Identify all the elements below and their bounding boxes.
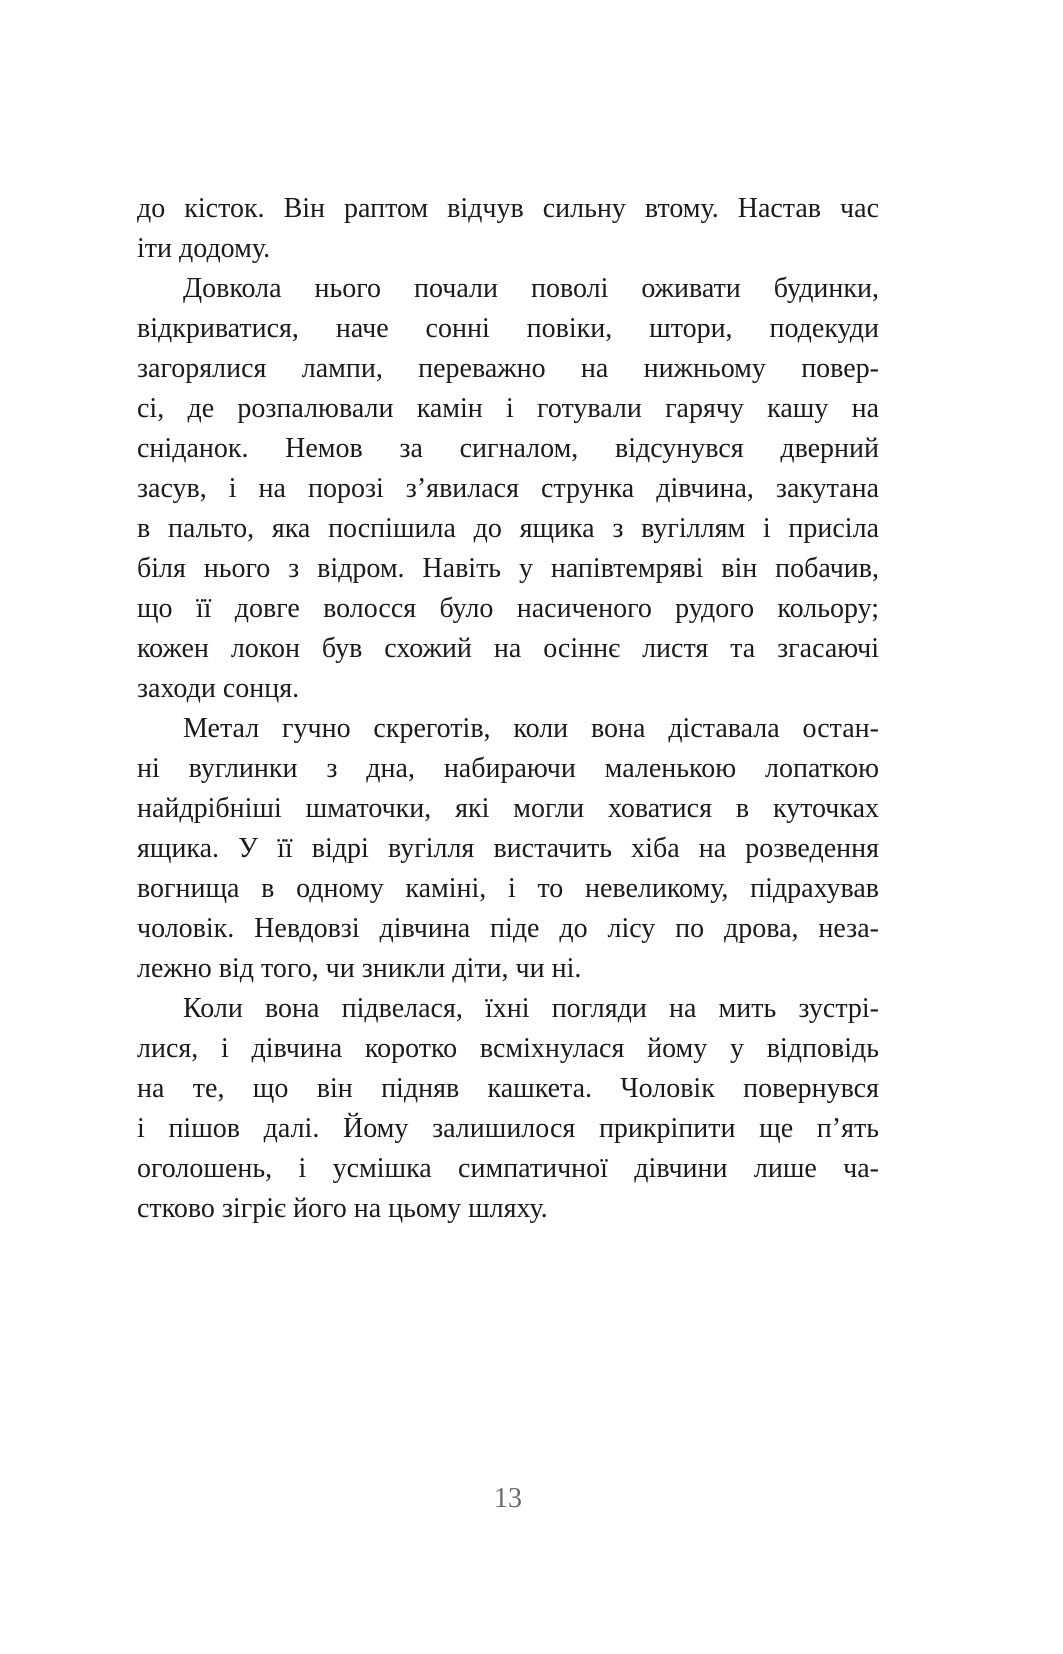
text-line: сі, де розпалювали камін і готували гарячу кашу на xyxy=(137,393,879,424)
text-line: біля нього з відром. Навіть у напівтемряві він побачив, xyxy=(137,553,879,584)
text-line: вогнища в одному каміні, і то невеликому, підрахував xyxy=(137,873,879,904)
paragraph-4 xyxy=(137,989,879,1229)
text-line: на те, що він підняв кашкета. Чоловік повернувся xyxy=(137,1073,879,1104)
paragraph-2 xyxy=(137,269,879,709)
text-line: заходи сонця. xyxy=(137,673,300,704)
text-line: ящика. У її відрі вугілля вистачить хіба на розведення xyxy=(137,833,879,864)
text-line: засув, і на порозі з’явилася струнка дівчина, закутана xyxy=(137,473,879,504)
paragraph-1 xyxy=(137,189,879,269)
text-line: ні вуглинки з дна, набираючи маленькою лопаткою xyxy=(137,753,879,784)
text-line: Коли вона підвелася, їхні погляди на мить зустрі- xyxy=(183,993,879,1024)
text-line: лежно від того, чи зникли діти, чи ні. xyxy=(137,953,582,984)
text-line: загорялися лампи, переважно на нижньому повер- xyxy=(137,353,879,384)
text-line: оголошень, і усмішка симпатичної дівчини лише ча- xyxy=(137,1153,879,1184)
text-line: що її довге волосся було насиченого рудого кольору; xyxy=(137,593,879,624)
text-line: і пішов далі. Йому залишилося прикріпити ще п’ять xyxy=(137,1113,879,1144)
text-line: Метал гучно скреготів, коли вона діставала остан- xyxy=(183,713,879,744)
text-line: стково зігріє його на цьому шляху. xyxy=(137,1193,548,1224)
text-line: сніданок. Немов за сигналом, відсунувся дверний xyxy=(137,433,879,464)
text-line: іти додому. xyxy=(137,233,271,264)
text-line: лися, і дівчина коротко всміхнулася йому у відповідь xyxy=(137,1033,879,1064)
text-block xyxy=(137,189,879,1229)
text-line: чоловік. Невдовзі дівчина піде до лісу по дрова, неза- xyxy=(137,913,879,944)
text-line: кожен локон був схожий на осіннє листя та згасаючі xyxy=(137,633,879,664)
page-number: 13 xyxy=(494,1483,522,1514)
text-line: в пальто, яка поспішила до ящика з вугіллям і присіла xyxy=(137,513,879,544)
text-line: найдрібніші шматочки, які могли ховатися в куточках xyxy=(137,793,879,824)
text-line: відкриватися, наче сонні повіки, штори, подекуди xyxy=(137,313,879,344)
text-line: Довкола нього почали поволі оживати будинки, xyxy=(183,273,879,304)
paragraph-3 xyxy=(137,709,879,989)
text-line: до кісток. Він раптом відчув сильну втому. Настав час xyxy=(137,193,879,224)
